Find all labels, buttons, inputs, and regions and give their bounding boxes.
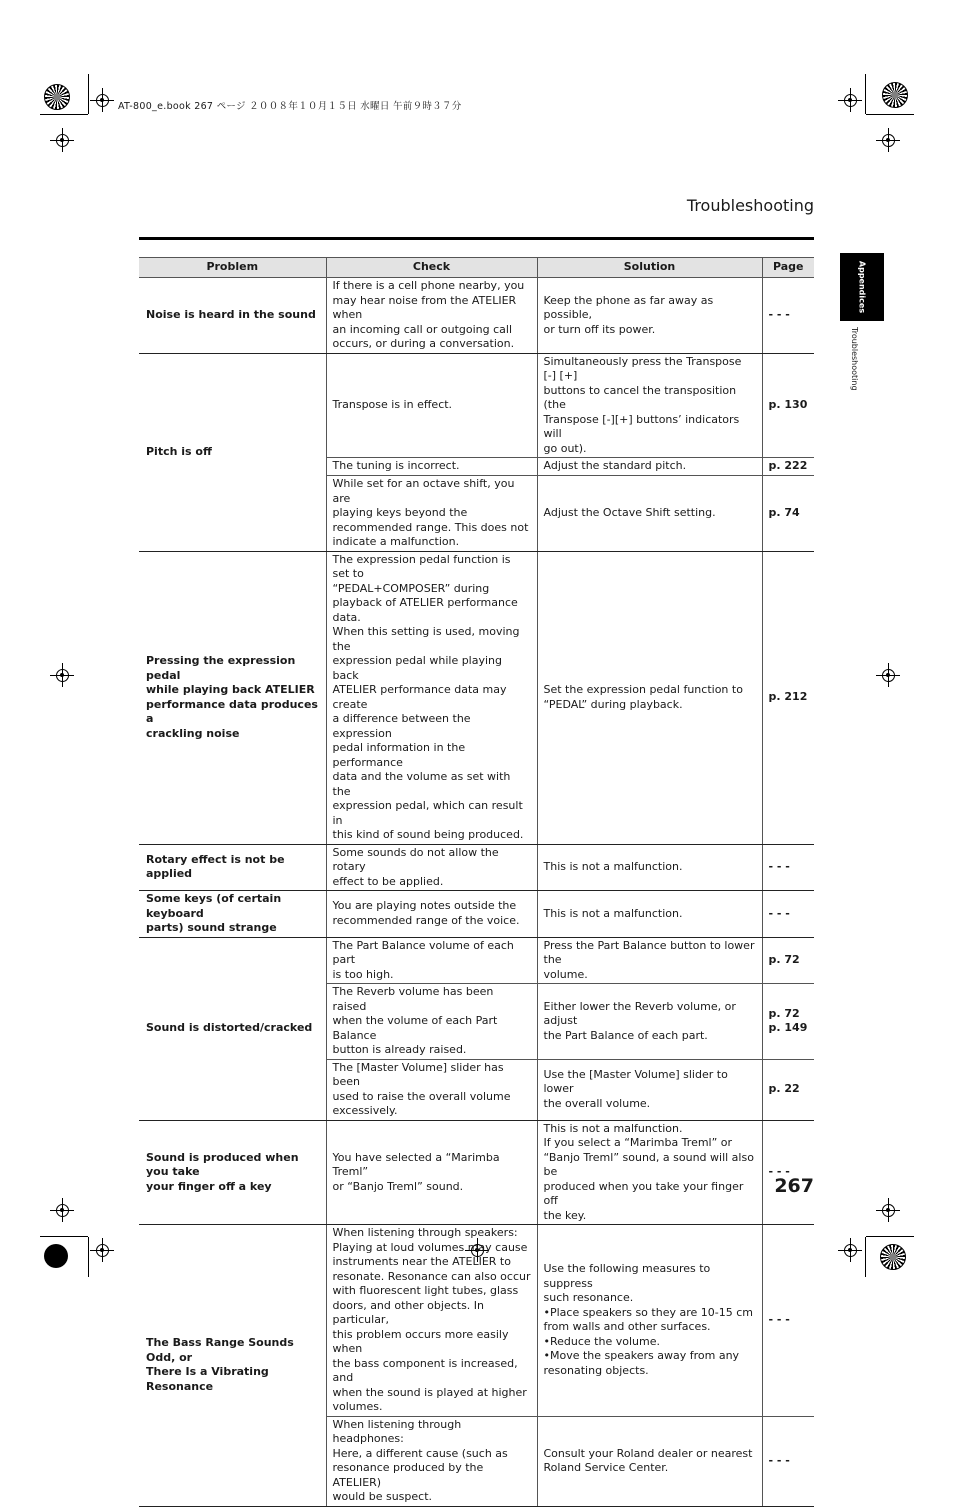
page-cell: p. 22	[762, 1059, 814, 1120]
title-rule	[139, 237, 814, 240]
solution-cell: This is not a malfunction. If you select a “Marimba Treml” or “Banjo Treml” sound, a sound will also be produced when you take your finger off the key.	[537, 1120, 762, 1225]
problem-cell: Sound is produced when you take your finger off a key	[139, 1120, 326, 1225]
table-row	[139, 551, 814, 844]
check-cell: When listening through headphones: Here, a different cause (such as resonance produced by the ATELIER) would be suspect.	[326, 1416, 537, 1506]
check-cell: Some sounds do not allow the rotary effect to be applied.	[326, 844, 537, 891]
trim-line	[865, 74, 866, 114]
check-cell: The Reverb volume has been raised when the volume of each Part Balance button is already raised.	[326, 984, 537, 1060]
trim-line	[866, 1236, 914, 1237]
problem-cell: Rotary effect is not be applied	[139, 844, 326, 891]
table-row	[139, 844, 814, 891]
table-row	[139, 278, 814, 354]
registration-rosette-top-left	[44, 84, 70, 110]
check-cell: You have selected a “Marimba Treml” or “Banjo Treml” sound.	[326, 1120, 537, 1225]
header-page: Page	[762, 258, 814, 278]
page-number: 267	[774, 1175, 814, 1197]
problem-cell: Some keys (of certain keyboard parts) sound strange	[139, 891, 326, 938]
check-cell: While set for an octave shift, you are playing keys beyond the recommended range. This does not indicate a malfunction.	[326, 476, 537, 552]
solution-cell: Consult your Roland dealer or nearest Roland Service Center.	[537, 1416, 762, 1506]
table-row	[139, 353, 814, 458]
check-cell: You are playing notes outside the recommended range of the voice.	[326, 891, 537, 938]
registration-disc-bottom-left	[44, 1244, 68, 1268]
solution-cell: Either lower the Reverb volume, or adjust the Part Balance of each part.	[537, 984, 762, 1060]
page-cell: p. 72 p. 149	[762, 984, 814, 1060]
problem-cell: Sound is distorted/cracked	[139, 937, 326, 1120]
page-cell: p. 130	[762, 353, 814, 458]
trim-line	[40, 114, 88, 115]
troubleshooting-table	[139, 257, 814, 1507]
page-cell: - - -	[762, 891, 814, 938]
table-row	[139, 937, 814, 984]
problem-cell: Pitch is off	[139, 353, 326, 551]
trim-line	[866, 114, 914, 115]
solution-cell: This is not a malfunction.	[537, 844, 762, 891]
check-cell: If there is a cell phone nearby, you may hear noise from the ATELIER when an incoming call or outgoing call occurs, or during a conversation.	[326, 278, 537, 354]
solution-cell: Set the expression pedal function to “PEDAL” during playback.	[537, 551, 762, 844]
side-tab-label: Appendices	[857, 260, 867, 314]
solution-cell: Use the following measures to suppress such resonance. •Place speakers so they are 10-15 cm from walls and other surfaces. •Reduce the volume. •Move the speakers away from any resonating objects.	[537, 1225, 762, 1417]
problem-cell: Noise is heard in the sound	[139, 278, 326, 354]
check-cell: The tuning is incorrect.	[326, 458, 537, 476]
side-tab-appendices	[840, 253, 884, 321]
check-cell: The Part Balance volume of each part is too high.	[326, 937, 537, 984]
check-cell: Transpose is in effect.	[326, 353, 537, 458]
check-cell: The expression pedal function is set to “PEDAL+COMPOSER” during playback of ATELIER performance data. When this setting is used, moving the expression pedal while playing back ATELIER performance data may create a difference between the expression pedal information in the performance data and the volume as set with the expression pedal, which can result in this kind of sound being produced.	[326, 551, 537, 844]
header-check: Check	[326, 258, 537, 278]
trim-line	[88, 1237, 89, 1277]
table-header-row	[139, 258, 814, 278]
table-row	[139, 891, 814, 938]
solution-cell: Simultaneously press the Transpose [-] [+] buttons to cancel the transposition (the Transpose [-][+] buttons’ indicators will go out).	[537, 353, 762, 458]
trim-line	[40, 1236, 88, 1237]
check-cell: When listening through speakers: Playing at loud volumes may cause instruments near the ATELIER to resonate. Resonance can also occur with fluorescent light tubes, glass doors, and other objects. In particular, this problem occurs more easily when the bass component is increased, and when the sound is played at higher volumes.	[326, 1225, 537, 1417]
print-header: AT-800_e.book 267 ページ ２００８年１０月１５日 水曜日 午前９時３７分	[118, 101, 462, 112]
solution-cell: Use the [Master Volume] slider to lower the overall volume.	[537, 1059, 762, 1120]
registration-rosette-bottom-right	[880, 1244, 906, 1270]
page-cell: p. 74	[762, 476, 814, 552]
solution-cell: Adjust the Octave Shift setting.	[537, 476, 762, 552]
problem-cell: Pressing the expression pedal while playing back ATELIER performance data produces a crackling noise	[139, 551, 326, 844]
page-cell: - - -	[762, 844, 814, 891]
page-cell: - - -	[762, 1416, 814, 1506]
problem-cell: The Bass Range Sounds Odd, or There Is a Vibrating Resonance	[139, 1225, 326, 1507]
section-title: Troubleshooting	[686, 196, 814, 215]
check-cell: The [Master Volume] slider has been used to raise the overall volume excessively.	[326, 1059, 537, 1120]
registration-rosette-top-right	[882, 82, 908, 108]
side-section-label: Troubleshooting	[850, 327, 859, 391]
page-cell: - - -	[762, 278, 814, 354]
page-cell: - - -	[762, 1225, 814, 1417]
trim-line	[88, 74, 89, 114]
trim-line	[865, 1237, 866, 1277]
page-cell: p. 212	[762, 551, 814, 844]
table-row	[139, 1225, 814, 1417]
solution-cell: Press the Part Balance button to lower the volume.	[537, 937, 762, 984]
solution-cell: Keep the phone as far away as possible, or turn off its power.	[537, 278, 762, 354]
page-cell: p. 222	[762, 458, 814, 476]
header-solution: Solution	[537, 258, 762, 278]
header-problem: Problem	[139, 258, 326, 278]
page-cell: p. 72	[762, 937, 814, 984]
table-row	[139, 1120, 814, 1225]
page-cell: - - -	[762, 1120, 814, 1225]
solution-cell: This is not a malfunction.	[537, 891, 762, 938]
solution-cell: Adjust the standard pitch.	[537, 458, 762, 476]
